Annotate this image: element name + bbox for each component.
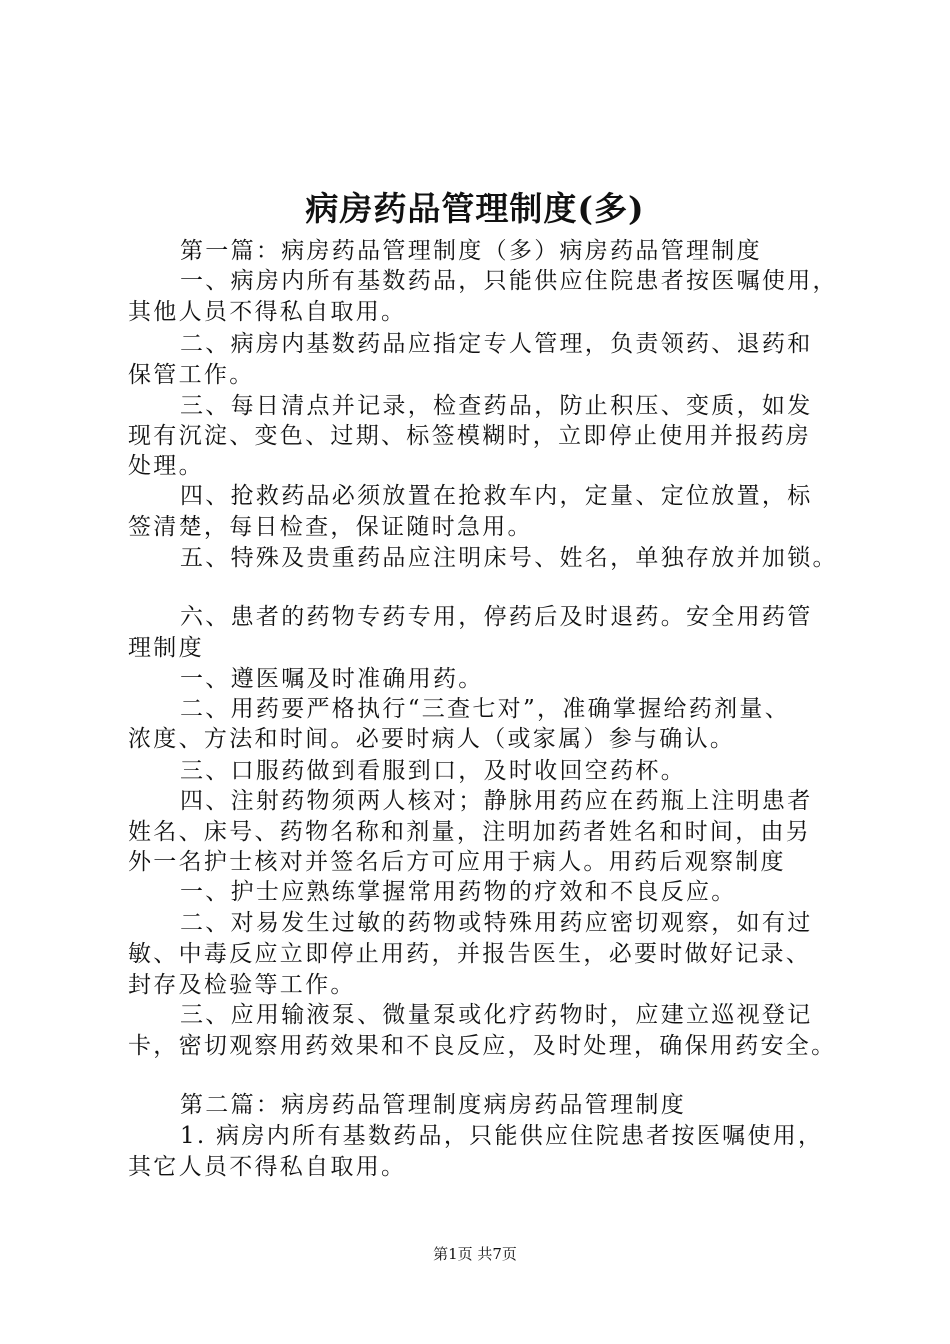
paragraph-line: 敏、中毒反应立即停止用药，并报告医生，必要时做好记录、 (128, 941, 812, 967)
paragraph-line: 三、应用输液泵、微量泵或化疗药物时，应建立巡视登记 (180, 1002, 813, 1028)
paragraph-line: 处理。 (128, 453, 204, 479)
paragraph-line: 四、抢救药品必须放置在抢救车内，定量、定位放置，标 (180, 483, 813, 509)
paragraph-line: 一、病房内所有基数药品，只能供应住院患者按医嘱使用， (180, 268, 838, 294)
paragraph-line: 三、口服药做到看服到口，及时收回空药杯。 (180, 758, 686, 784)
paragraph-line: 六、患者的药物专药专用，停药后及时退药。安全用药管 (180, 604, 813, 630)
paragraph-line: 浓度、方法和时间。必要时病人（或家属）参与确认。 (128, 726, 736, 752)
paragraph-line: 姓名、床号、药物名称和剂量，注明加药者姓名和时间，由另 (128, 819, 812, 845)
paragraph-line: 1. 病房内所有基数药品，只能供应住院患者按医嘱使用， (180, 1123, 824, 1149)
paragraph-line: 四、注射药物须两人核对；静脉用药应在药瓶上注明患者 (180, 788, 813, 814)
paragraph-line: 签清楚，每日检查，保证随时急用。 (128, 514, 533, 540)
paragraph-line: 二、对易发生过敏的药物或特殊用药应密切观察，如有过 (180, 910, 813, 936)
paragraph-line: 其它人员不得私自取用。 (128, 1154, 407, 1180)
paragraph-line: 卡，密切观察用药效果和不良反应，及时处理，确保用药安全。 (128, 1033, 837, 1059)
section-heading: 第二篇：病房药品管理制度病房药品管理制度 (180, 1092, 686, 1118)
document-title: 病房药品管理制度(多) (305, 189, 645, 228)
paragraph-line: 五、特殊及贵重药品应注明床号、姓名，单独存放并加锁。 (180, 545, 838, 571)
paragraph-line: 第一篇：病房药品管理制度（多）病房药品管理制度 (180, 238, 762, 264)
paragraph-line: 其他人员不得私自取用。 (128, 299, 407, 325)
paragraph-line: 二、病房内基数药品应指定专人管理，负责领药、退药和 (180, 331, 813, 357)
paragraph-line: 现有沉淀、变色、过期、标签模糊时，立即停止使用并报药房 (128, 423, 812, 449)
paragraph-line: 理制度 (128, 635, 204, 661)
paragraph-line: 保管工作。 (128, 362, 255, 388)
paragraph-line: 一、遵医嘱及时准确用药。 (180, 666, 484, 692)
paragraph-line: 一、护士应熟练掌握常用药物的疗效和不良反应。 (180, 879, 737, 905)
paragraph-line: 外一名护士核对并签名后方可应用于病人。用药后观察制度 (128, 849, 786, 875)
paragraph-line: 三、每日清点并记录，检查药品，防止积压、变质，如发 (180, 393, 813, 419)
page-number: 第1页 共7页 (433, 1245, 517, 1263)
paragraph-line: 二、用药要严格执行“三查七对”，准确掌握给药剂量、 (180, 696, 791, 722)
paragraph-line: 封存及检验等工作。 (128, 972, 356, 998)
